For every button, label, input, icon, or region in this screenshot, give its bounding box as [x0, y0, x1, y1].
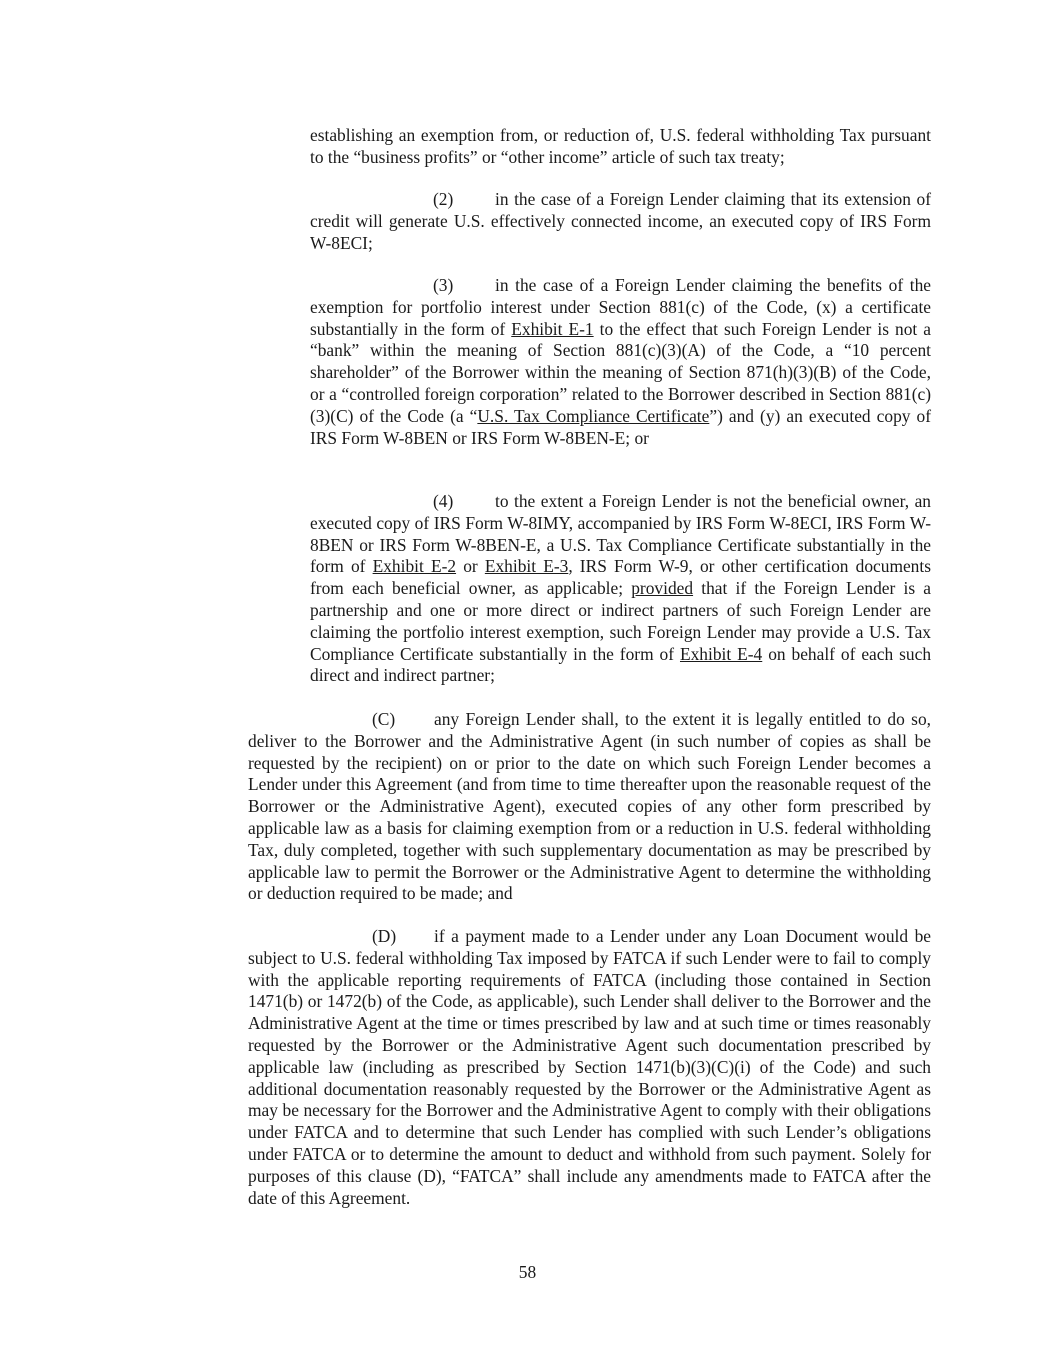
- paragraph-3-text-end: ”) and (y) an executed copy of IRS Form W-8BEN or IRS Form W-8BEN-E; or: [310, 405, 931, 448]
- page-number: 58: [518, 1262, 537, 1282]
- exhibit-e4-reference: Exhibit E-4: [679, 643, 763, 664]
- paragraph-4-text-or: or: [456, 556, 485, 577]
- paragraph-4-text-cont: , IRS Form W-9, or other certification documents from each beneficial owner, as applicable;: [310, 556, 931, 599]
- exhibit-e3-reference: Exhibit E-3: [484, 556, 569, 577]
- clause-letter-d: (D): [372, 926, 397, 946]
- paragraph-d: [248, 926, 931, 1209]
- clause-letter-c: (C): [372, 709, 396, 729]
- exhibit-e1-reference: Exhibit E-1: [511, 318, 594, 339]
- paragraph-4-text-cont2: that if the Foreign Lender is a partnership and one or more direct or indirect partners of such Foreign Lender are claiming the portfolio interest exemption, such Foreign Lender may provide a U.S. Tax Compliance Certificate substantially in the form of: [310, 578, 931, 664]
- provided-term: provided: [631, 578, 694, 599]
- paragraph-4: [310, 491, 931, 687]
- paragraph-intro-text: establishing an exemption from, or reduction of, U.S. federal withholding Tax pursuant to the “business profits” or “other income” article of such tax treaty;: [310, 125, 931, 167]
- paragraph-2-text: in the case of a Foreign Lender claiming that its extension of credit will generate U.S. effectively connected income, an executed copy of IRS Form W-8ECI;: [310, 189, 931, 253]
- clause-number-4: (4): [433, 491, 454, 511]
- clause-number-2: (2): [433, 189, 454, 209]
- paragraph-4-text-end: on behalf of each such direct and indirect partner;: [310, 643, 932, 686]
- paragraph-3: [310, 275, 931, 449]
- paragraph-3-text-cont: to the effect that such Foreign Lender is not a “bank” within the meaning of Section 881(c)(3)(A) of the Code, a “10 percent shareholder” of the Borrower within the meaning of Section 871(h)(3)(B) of the Code, or a “controlled foreign corporation” related to the Borrower described in Section 881(c)(3)(C) of the Code (a “: [310, 318, 932, 426]
- paragraph-d-text: if a payment made to a Lender under any Loan Document would be subject to U.S. federal withholding Tax imposed by FATCA if such Lender were to fail to comply with the applicable reporting requirements of FATCA (including those contained in Section 1471(b) or 1472(b) of the Code, as applicable), such Lender shall deliver to the Borrower and the Administrative Agent at the time or times prescribed by law and at such time or times reasonably requested by the Borrower or the Administrative Agent such documentation prescribed by applicable law (including as prescribed by Section 1471(b)(3)(C)(i) of the Code) and such additional documentation reasonably requested by the Borrower or the Administrative Agent as may be necessary for the Borrower and the Administrative Agent to comply with their obligations under FATCA and to determine that such Lender has complied with such Lender’s obligations under FATCA or to determine the amount to deduct and withhold from such payment. Solely for purposes of this clause (D), “FATCA” shall include any amendments made to FATCA after the date of this Agreement.: [248, 926, 931, 1208]
- exhibit-e2-reference: Exhibit E-2: [372, 556, 457, 577]
- us-tax-compliance-certificate-term: U.S. Tax Compliance Certificate: [477, 405, 710, 426]
- paragraph-c: [248, 709, 931, 905]
- paragraph-intro: [310, 125, 931, 169]
- paragraph-c-text: any Foreign Lender shall, to the extent it is legally entitled to do so, deliver to the Borrower and the Administrative Agent (in such number of copies as shall be requested by the recipient) on or prior to the date on which such Foreign Lender becomes a Lender under this Agreement (and from time to time thereafter upon the reasonable request of the Borrower or the Administrative Agent), executed copies of any other form prescribed by applicable law as a basis for claiming exemption from or a reduction in U.S. federal withholding Tax, duly completed, together with such supplementary documentation as may be prescribed by applicable law to permit the Borrower or the Administrative Agent to determine the withholding or deduction required to be made; and: [248, 709, 931, 904]
- clause-number-3: (3): [433, 275, 454, 295]
- paragraph-2: [310, 189, 931, 254]
- paragraph-3-text: in the case of a Foreign Lender claiming the benefits of the exemption for portfolio interest under Section 881(c) of the Code, (x) a certificate substantially in the form of: [310, 275, 931, 339]
- paragraph-4-text: to the extent a Foreign Lender is not the beneficial owner, an executed copy of IRS Form W-8IMY, accompanied by IRS Form W-8ECI, IRS Form W-8BEN or IRS Form W-8BEN-E, a U.S. Tax Compliance Certificate substantially in the form of: [310, 491, 931, 577]
